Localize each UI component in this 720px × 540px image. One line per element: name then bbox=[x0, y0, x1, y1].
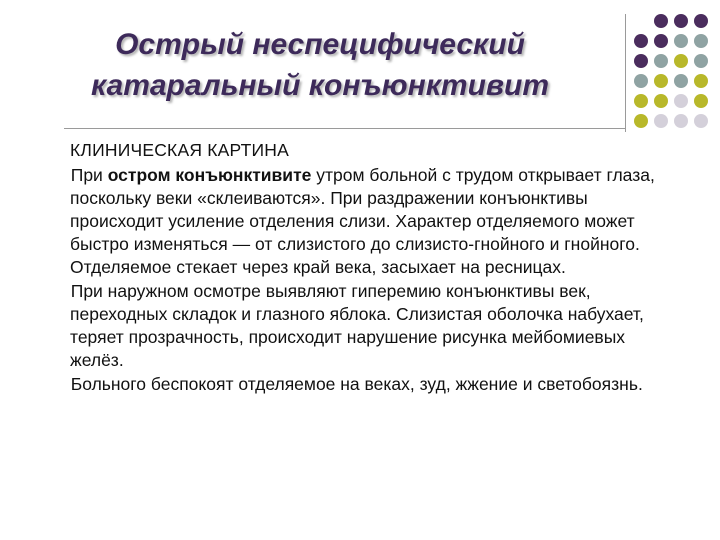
decorative-dot bbox=[634, 94, 648, 108]
paragraph-1 bbox=[70, 164, 670, 279]
decorative-dot bbox=[674, 94, 688, 108]
paragraph-1-start: При bbox=[70, 165, 108, 185]
paragraph-1-bold: остром конъюнктивите bbox=[107, 165, 312, 185]
vertical-divider bbox=[625, 14, 626, 132]
decorative-dot bbox=[694, 114, 708, 128]
decorative-dot bbox=[634, 34, 648, 48]
decorative-dot bbox=[694, 94, 708, 108]
horizontal-divider bbox=[64, 128, 625, 129]
slide-title bbox=[20, 24, 620, 106]
decorative-dot bbox=[654, 14, 668, 28]
paragraph-3-text: Больного беспокоят отделяемое на веках, зуд, жжение и светобоязнь. bbox=[70, 374, 643, 394]
decorative-dot bbox=[674, 54, 688, 68]
title-line-2: катаральный конъюнктивит bbox=[90, 69, 550, 102]
decorative-dot bbox=[654, 54, 668, 68]
decorative-dot bbox=[654, 114, 668, 128]
paragraph-1-rest: утром больной с трудом открывает глаза, поскольку веки «склеиваются». При раздражении конъюнктивы происходит усиление отделения слизи. Характер отделяемого может быстро изменяться — от слизистого до слизисто-гнойного и гнойного. Отделяемое стекает через край века, засыхает на ресницах. bbox=[70, 165, 655, 277]
title-line-1: Острый неспецифический bbox=[115, 28, 525, 61]
decorative-dot bbox=[674, 34, 688, 48]
decorative-dot bbox=[694, 74, 708, 88]
decorative-dot bbox=[674, 14, 688, 28]
decorative-dot bbox=[654, 74, 668, 88]
decorative-dot bbox=[694, 34, 708, 48]
section-heading: КЛИНИЧЕСКАЯ КАРТИНА bbox=[70, 140, 289, 160]
decorative-dot bbox=[674, 74, 688, 88]
decorative-dot bbox=[694, 54, 708, 68]
decorative-dot bbox=[674, 114, 688, 128]
paragraph-2-text: При наружном осмотре выявляют гиперемию конъюнктивы век, переходных складок и глазного яблока. Слизистая оболочка набухает, теряет прозрачность, происходит нарушение рисунка мейбомиевых желёз. bbox=[70, 281, 644, 370]
decorative-dot-grid bbox=[634, 14, 714, 134]
paragraph-2 bbox=[70, 280, 670, 372]
decorative-dot bbox=[654, 94, 668, 108]
decorative-dot bbox=[694, 14, 708, 28]
decorative-dot bbox=[634, 74, 648, 88]
decorative-dot bbox=[634, 54, 648, 68]
decorative-dot bbox=[654, 34, 668, 48]
paragraph-3 bbox=[70, 373, 670, 396]
slide-body bbox=[70, 139, 670, 397]
decorative-dot bbox=[634, 114, 648, 128]
